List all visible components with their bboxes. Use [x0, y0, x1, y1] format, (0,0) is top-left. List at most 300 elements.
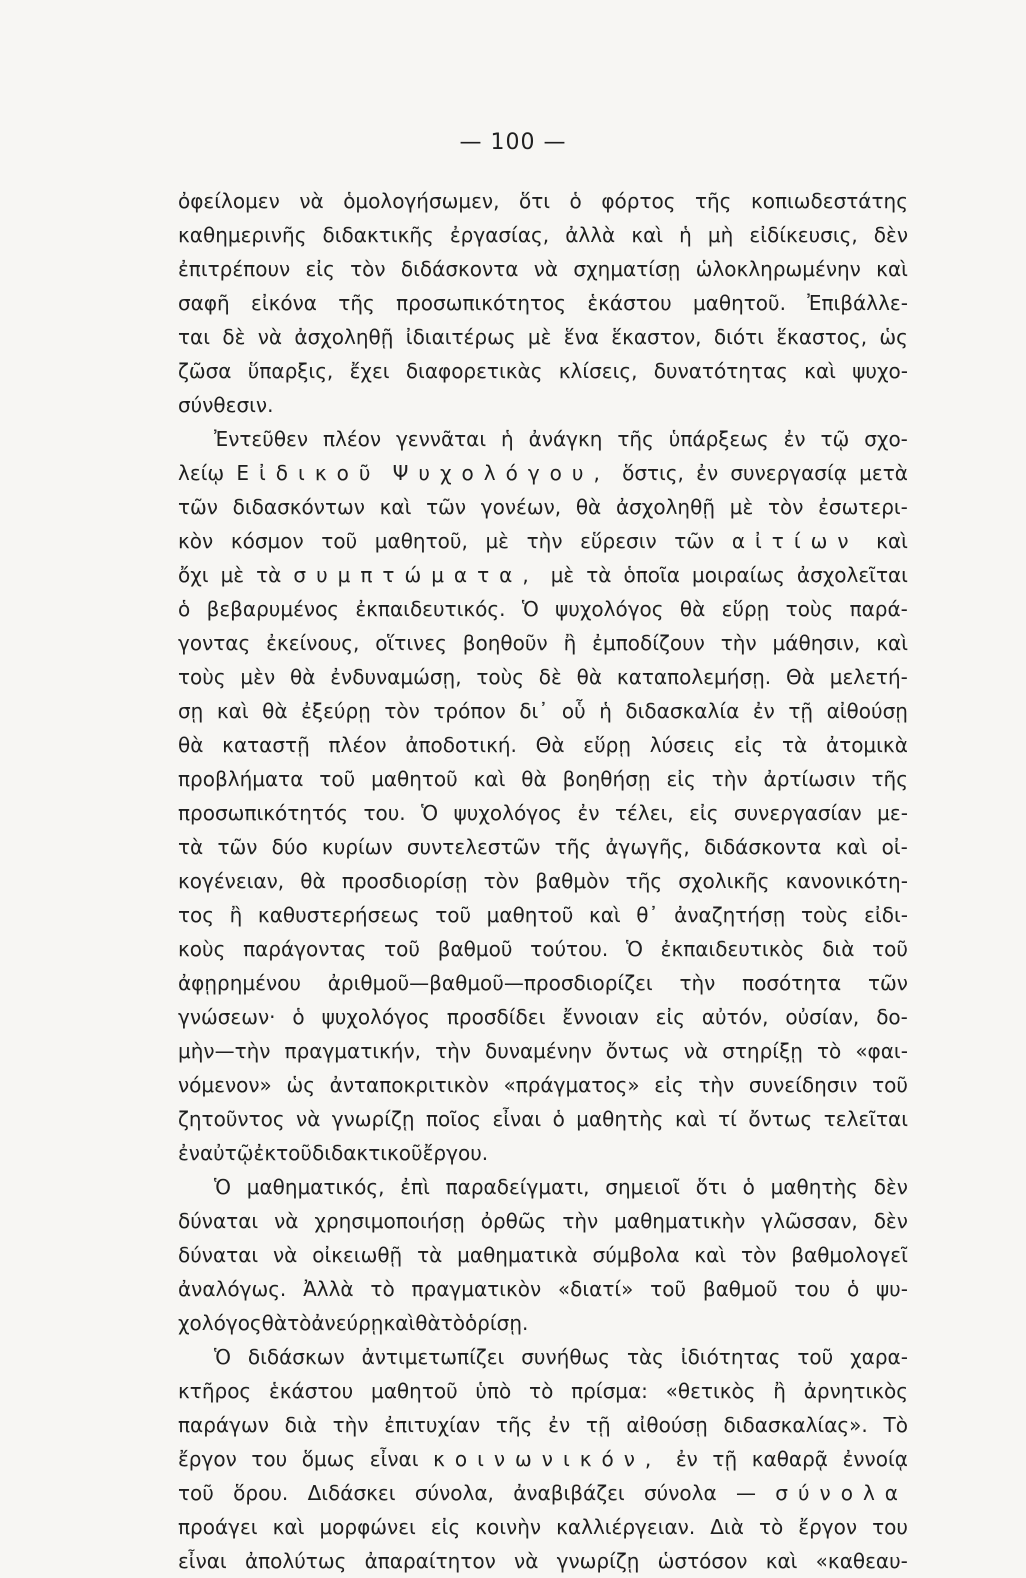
word: μαθητοῦ [371, 1379, 458, 1403]
word: μελετή- [829, 665, 908, 689]
word: ὡστόσον [657, 1549, 748, 1573]
word: ἀνταποκριτικὸν [329, 1073, 489, 1097]
word: ἀτομικὰ [825, 733, 908, 757]
word: αἰτίων [731, 529, 859, 553]
text-line [178, 252, 908, 286]
word: — [735, 1481, 756, 1505]
word: τῶν [178, 495, 218, 519]
word: σύνολα [775, 1481, 908, 1505]
word: μαθητοῦ [486, 903, 574, 927]
word: καὶ [694, 1243, 727, 1267]
word: δὲ [222, 325, 246, 349]
word: θὰ [262, 699, 288, 723]
page-number: — 100 — [459, 130, 567, 155]
word: ὄντως [605, 1039, 670, 1063]
word: ἢ [229, 903, 243, 927]
word: ἔργου. [422, 1141, 489, 1165]
word: ἔχει [349, 359, 390, 383]
text-line [178, 864, 908, 898]
word: ἐν [783, 427, 806, 451]
word: ἀφῃρημένου [178, 971, 301, 995]
word: μὲ [220, 563, 245, 587]
text-line [178, 1068, 908, 1102]
word: ἡ [679, 223, 692, 247]
word: ποσότητα [742, 971, 842, 995]
word: βαθμολογεῖ [791, 1243, 908, 1267]
word: ὁμολογήσωμεν, [343, 189, 500, 213]
word: θὰ [261, 1311, 288, 1335]
word: κὸν [178, 529, 214, 553]
word: τῆς [338, 291, 375, 315]
word: χρησιμοποιήσῃ [314, 1209, 465, 1233]
word: σύνολα [643, 1481, 717, 1505]
word: ται [178, 325, 210, 349]
word: τῆς [495, 1413, 533, 1437]
word: τὸν [384, 699, 420, 723]
word: ἡ [599, 699, 612, 723]
word: ζῶσα [178, 359, 232, 383]
word: τῇ [712, 1447, 738, 1471]
word: διδάσκοντα [703, 835, 822, 859]
word: θ᾽ [636, 903, 659, 927]
word: προσδίδει [446, 1005, 546, 1029]
word: εἶναι [492, 1107, 542, 1131]
word: μαθηματικὴν [614, 1209, 746, 1233]
word: ὑπὸ [475, 1379, 512, 1403]
word: «θετικὸς [665, 1379, 756, 1403]
text-line [178, 626, 908, 660]
word: ὁ [292, 1005, 305, 1029]
word: τὸ [758, 1515, 784, 1539]
text-line [178, 354, 908, 388]
text-line [178, 830, 908, 864]
word: τὴν [332, 1413, 369, 1437]
word: θὰ [289, 665, 316, 689]
word: ἐν [178, 1141, 200, 1165]
word: μετὰ [859, 461, 908, 485]
word: κτῆρος [178, 1379, 252, 1403]
word: εἰς [305, 257, 335, 281]
word: τοῦ [650, 1277, 687, 1301]
text-line [178, 1170, 908, 1204]
word: τῇ [585, 1413, 611, 1437]
word: ὅστις, [622, 461, 684, 485]
word: ἐν [548, 1413, 571, 1437]
word: μὲ [527, 325, 552, 349]
word: λείῳ [178, 461, 225, 485]
word: ψυχολόγος [453, 801, 563, 825]
word: ὁ [846, 1277, 860, 1301]
word: κόσμον [230, 529, 304, 553]
word: αἰθούσῃ [626, 1413, 708, 1437]
word: φόρτος [601, 189, 676, 213]
word: ἑκάστου [268, 1379, 354, 1403]
word: προσδιορίσῃ [341, 869, 468, 893]
word: κοὺς [178, 937, 226, 961]
word: πλέον [322, 427, 382, 451]
word: ζητοῦντος [178, 1107, 285, 1131]
word: εἰς [733, 733, 764, 757]
word: σῃ [178, 699, 204, 723]
word: διδακτικῆς [322, 223, 434, 247]
word: μὲ [729, 495, 754, 519]
word: καὶ [631, 223, 664, 247]
word: τῷ [820, 427, 850, 451]
word: διδασκαλία [625, 699, 740, 723]
word: ἀνεύρῃ [311, 1311, 384, 1335]
word: ἰδιαιτέρως [405, 325, 516, 349]
word: ὄντως [748, 1107, 813, 1131]
word: «πράγματος» [503, 1073, 640, 1097]
word: δὲν [873, 1209, 908, 1233]
word: διὰ [822, 937, 855, 961]
word: τὴν [720, 631, 757, 655]
word: καθαρᾷ [751, 1447, 828, 1471]
word: γοντας [178, 631, 251, 655]
word: ἐκ [253, 1141, 277, 1165]
word: τὴν [526, 529, 563, 553]
word: οὐσίαν, [785, 1005, 860, 1029]
word: «διατί» [557, 1277, 634, 1301]
word: τὸ [440, 1311, 465, 1335]
word: θὰ [415, 1311, 441, 1335]
word: συνείδησιν [748, 1073, 858, 1097]
word: καλλιέργειαν. [556, 1515, 696, 1539]
word: τὴν [698, 1073, 735, 1097]
word: νὰ [514, 1549, 539, 1573]
word: χολόγος [178, 1311, 262, 1335]
word: ἔννοιαν [562, 1005, 639, 1029]
word: κογένειαν, [178, 869, 285, 893]
word: ἡ [501, 427, 514, 451]
word: ἀρνητικὸς [803, 1379, 908, 1403]
word: ἐπὶ [400, 1175, 430, 1199]
word: τέλει, [615, 801, 674, 825]
word: τοῦ [321, 529, 358, 553]
word: μαθητοῦ, [374, 529, 468, 553]
word: μαθητὴς [576, 1107, 664, 1131]
word: πραγματικήν, [284, 1039, 421, 1063]
word: νὰ [257, 325, 283, 349]
word: Ὁ [214, 1175, 231, 1199]
word: ἐκπαιδευτικὸς [660, 937, 805, 961]
word: μορφώνει [319, 1515, 416, 1539]
word: παραδείγματι, [445, 1175, 590, 1199]
word: προβλήματα [178, 767, 304, 791]
word: μὲ [550, 563, 575, 587]
word: ἐν [675, 1447, 698, 1471]
word: τοῦ [319, 767, 356, 791]
word: ψυχολόγος [321, 1005, 430, 1029]
text-line [178, 1000, 908, 1034]
word: οἰ- [881, 835, 908, 859]
word: θὰ [679, 597, 706, 621]
word: ἐνδυναμώσῃ, [330, 665, 462, 689]
word: τῶν [217, 835, 258, 859]
word: δύναται [178, 1209, 259, 1233]
word: συνήθως [521, 1345, 611, 1369]
text-line [178, 1510, 908, 1544]
body-text [178, 184, 908, 1578]
word: ἀσχοληθῇ [294, 325, 394, 349]
word: ἀσχοληθῇ [615, 495, 716, 519]
word: ἕκαστον, [611, 325, 702, 349]
word: ὅτι [695, 1175, 727, 1199]
word: ἢ [773, 1379, 786, 1403]
word: δυναμένην [485, 1039, 592, 1063]
word: μὴν—τὴν [178, 1039, 271, 1063]
word: Ὁ [521, 597, 539, 621]
word: ὁ [569, 189, 582, 213]
word: γνωρίζῃ [331, 1107, 415, 1131]
word: ἀγωγῆς, [605, 835, 690, 859]
word: ὡς [879, 325, 908, 349]
word: ἕκαστος, [776, 325, 868, 349]
text-line [178, 1272, 908, 1306]
word: ὀφείλομεν [178, 189, 280, 213]
word: θὰ [576, 665, 603, 689]
word: καὶ [379, 495, 412, 519]
word: τὴν [435, 1039, 471, 1063]
word: τοῦ [872, 937, 908, 961]
word: τὸ [287, 1311, 312, 1335]
word: βαθμοῦ [437, 937, 513, 961]
word: σύνθεσιν. [178, 393, 274, 417]
word: δὲν [873, 1175, 908, 1199]
word: μὲν [240, 665, 276, 689]
word: τὸν [483, 869, 520, 893]
word: τὸ [816, 1039, 842, 1063]
word: μὴ [707, 223, 734, 247]
word: νὰ [273, 1243, 298, 1267]
word: τὰ [256, 563, 282, 587]
word: ὁ [742, 1175, 755, 1199]
word: τοὺς [800, 903, 849, 927]
word: Διὰ [710, 1515, 744, 1539]
word: καὶ [835, 835, 868, 859]
text-line [178, 932, 908, 966]
text-line [178, 524, 908, 558]
text-line [178, 898, 908, 932]
word: ἐμποδίζουν [592, 631, 705, 655]
word: ἀλλὰ [565, 223, 616, 247]
word: βαθμὸν [535, 869, 610, 893]
word: διδασκόντων [232, 495, 365, 519]
word: ἀπολύτως [244, 1549, 347, 1573]
word: παρά- [849, 597, 908, 621]
word: κλίσεις, [558, 359, 638, 383]
word: καὶ [216, 699, 249, 723]
word: μάθησιν, [772, 631, 861, 655]
word: ἀναβιβάζει [513, 1481, 625, 1505]
word: νὰ [296, 1107, 321, 1131]
word: συμπτώματα, [293, 563, 539, 587]
word: τῇ [788, 699, 814, 723]
text-line [178, 1340, 908, 1374]
word: οἵτινες [375, 631, 447, 655]
word: διαφορετικὰς [405, 359, 543, 383]
word: διδάσκοντα [400, 257, 519, 281]
word: τὰ [178, 835, 204, 859]
word: πραγματικὸν [411, 1277, 542, 1301]
word: αἰθούσῃ [826, 699, 908, 723]
word: προσωπικότητός [178, 801, 348, 825]
word: τὸ [370, 1277, 395, 1301]
word: ὁ [178, 597, 191, 621]
word: ἐξεύρῃ [301, 699, 371, 723]
word: ἐκπαιδευτικός. [355, 597, 506, 621]
word: ὡλοκληρωμένην [695, 257, 861, 281]
word: βαθμοῦ [702, 1277, 778, 1301]
word: δι᾽ [519, 699, 549, 723]
word: ἢ [563, 631, 577, 655]
word: ἐργασίας, [449, 223, 550, 247]
word: ὅτι [518, 189, 551, 213]
word: δο- [876, 1005, 908, 1029]
word: κανονικότη- [785, 869, 908, 893]
word: διδακτικοῦ [312, 1141, 423, 1165]
word: κυρίων [321, 835, 393, 859]
word: ἑκάστου [587, 291, 672, 315]
word: στηρίξῃ [722, 1039, 803, 1063]
word: ἔργον [798, 1515, 858, 1539]
word: τοὺς [476, 665, 524, 689]
text-line [178, 1136, 908, 1170]
word: παράγοντας [243, 937, 367, 961]
word: ἐν [696, 461, 719, 485]
text-line [178, 1306, 908, 1340]
text-line [178, 762, 908, 796]
text-line [178, 388, 908, 422]
word: δὲν [873, 223, 908, 247]
word: οὗ [561, 699, 586, 723]
word: κοινὴν [475, 1515, 542, 1539]
word: Θὰ [535, 733, 565, 757]
word: ἐν [577, 801, 600, 825]
word: ἀριθμοῦ—βαθμοῦ—προσδιορίζει [327, 971, 653, 995]
word: γλῶσσαν, [761, 1209, 858, 1233]
word: εἰκόνα [251, 291, 317, 315]
word: ψυχολόγος [555, 597, 664, 621]
word: «φαι- [855, 1039, 908, 1063]
word: ὁποῖα [623, 563, 680, 587]
word: καὶ [588, 903, 621, 927]
text-line [178, 1374, 908, 1408]
word: σχολικῆς [678, 869, 770, 893]
text-line [178, 286, 908, 320]
word: σύνολα, [414, 1481, 494, 1505]
word: τὴν [679, 971, 716, 995]
word: καὶ [272, 1515, 305, 1539]
text-line [178, 1238, 908, 1272]
word: ἀρτίωσιν [763, 767, 856, 791]
word: με- [877, 801, 908, 825]
word: ἀναλόγως. [178, 1277, 287, 1301]
text-line [178, 320, 908, 354]
word: του. [363, 801, 406, 825]
text-line [178, 1544, 908, 1578]
word: γονέων, [480, 495, 562, 519]
word: μαθητοῦ. [692, 291, 786, 315]
word: ἐσωτερι- [818, 495, 908, 519]
text-line [178, 1204, 908, 1238]
word: τοὺς [178, 665, 226, 689]
text-line [178, 422, 908, 456]
word: βοηθοῦν [462, 631, 548, 655]
word: οἰκειωθῇ [312, 1243, 403, 1267]
word: Ψυχολόγου, [392, 461, 610, 485]
word: νὰ [533, 257, 559, 281]
word: εἰδι- [864, 903, 908, 927]
word: γνώσεων· [178, 1005, 276, 1029]
word: βεβαρυμένος [206, 597, 340, 621]
word: γνωρίζῃ [556, 1549, 640, 1573]
word: εὕρῃ [583, 733, 632, 757]
word: εἰς [689, 801, 719, 825]
word: καὶ [473, 767, 506, 791]
word: Ἐπιβάλλε- [807, 291, 908, 315]
word: τὸν [350, 257, 386, 281]
word: ἐκείνους, [266, 631, 360, 655]
word: τῶν [426, 495, 467, 519]
word: τῆς [625, 869, 663, 893]
word: γεννᾶται [395, 427, 487, 451]
word: τῶν [868, 971, 908, 995]
word: μὲ [485, 529, 509, 553]
word: ἀντιμετωπίζει [361, 1345, 505, 1369]
word: μαθητὴς [770, 1175, 858, 1199]
word: συνεργασίᾳ [730, 461, 847, 485]
word: πρίσμα: [571, 1379, 648, 1403]
word: τὸν [767, 495, 804, 519]
word: τὰ [417, 1243, 443, 1267]
word: καταστῇ [222, 733, 310, 757]
word: δυνατότητας [653, 359, 788, 383]
word: εἶναι [178, 1549, 227, 1573]
word: κοπιωδεστάτης [750, 189, 908, 213]
word: τρόπον [433, 699, 506, 723]
word: τῆς [554, 835, 592, 859]
word: τοῦ [384, 937, 420, 961]
word: διότι [713, 325, 764, 349]
word: τὰ [782, 733, 808, 757]
word: διδασκαλίας». [723, 1413, 868, 1437]
text-line [178, 558, 908, 592]
word: «καθεαυ- [815, 1549, 908, 1573]
word: καθυστερήσεως [257, 903, 420, 927]
word: καὶ [876, 529, 908, 553]
word: τί [718, 1107, 737, 1131]
word: τοῦ [276, 1141, 312, 1165]
word: τῆς [617, 427, 654, 451]
word: Διδάσκει [307, 1481, 396, 1505]
word: τούτου. [530, 937, 609, 961]
word: πλέον [328, 733, 387, 757]
word: τῶν [674, 529, 715, 553]
word: καὶ [674, 1107, 707, 1131]
word: καὶ [876, 631, 908, 655]
text-line [178, 592, 908, 626]
word: καὶ [876, 257, 908, 281]
word: τῆς [871, 767, 908, 791]
word: θὰ [178, 733, 204, 757]
word: θὰ [300, 869, 326, 893]
word: σαφῆ [178, 291, 230, 315]
word: ψυ- [875, 1277, 908, 1301]
text-line [178, 1034, 908, 1068]
word: μαθηματικὰ [457, 1243, 578, 1267]
word: θὰ [575, 495, 602, 519]
